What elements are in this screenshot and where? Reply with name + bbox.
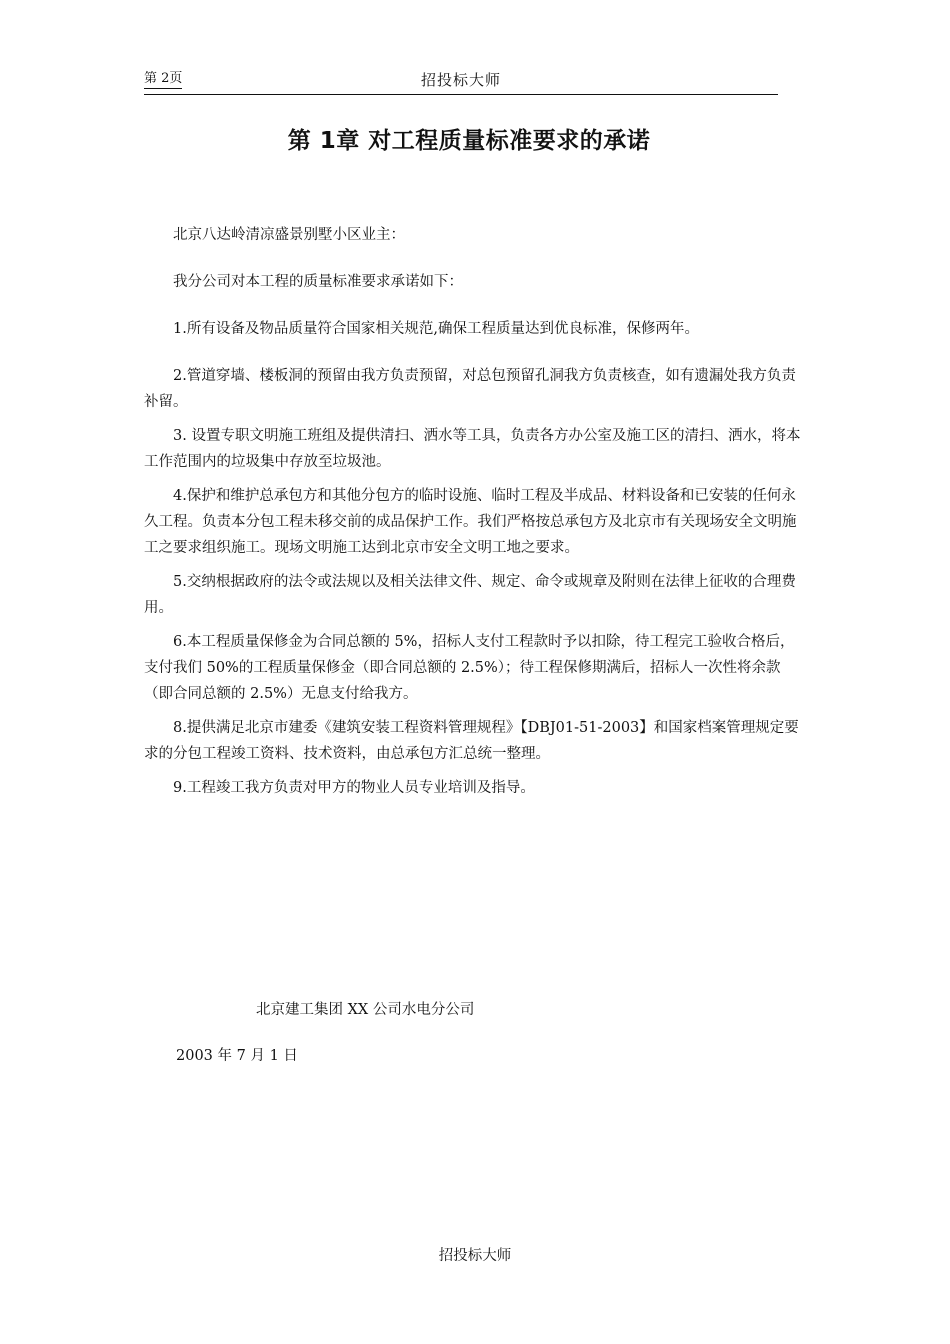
- signature-date: 2003 年 7 月 1 日: [176, 1048, 298, 1064]
- intro-paragraph: 我分公司对本工程的质量标准要求承诺如下：: [173, 274, 463, 290]
- commitment-item: 4.保护和维护总承包方和其他分包方的临时设施、临时工程及半成品、材料设备和已安装的任何永久工程。负责本分包工程未移交前的成品保护工作。我们严格按总承包方及北京市有关现场安全文明施工之要求组织施工。现场文明施工达到北京市安全文明工地之要求。: [144, 488, 797, 556]
- commitment-item: 6.本工程质量保修金为合同总额的 5%，招标人支付工程款时予以扣除，待工程完工验收合格后，支付我们 50%的工程质量保修金（即合同总额的 2.5%）；待工程保修期满后，招标人一次性将余款（即合同总额的 2.5%）无息支付给我方。: [144, 634, 795, 702]
- commitment-item: 2.管道穿墙、楼板洞的预留由我方负责预留，对总包预留孔洞我方负责核查，如有遗漏处我方负责补留。: [144, 368, 796, 410]
- signature-company: 北京建工集团 XX 公司水电分公司: [256, 1002, 475, 1018]
- commitment-item: 3. 设置专职文明施工班组及提供清扫、洒水等工具，负责各方办公室及施工区的清扫、洒水，将本工作范围内的垃圾集中存放至垃圾池。: [144, 428, 801, 470]
- page-footer: 招投标大师: [438, 1248, 512, 1264]
- commitment-item: 5.交纳根据政府的法令或法规以及相关法律文件、规定、命令或规章及附则在法律上征收的合理费用。: [144, 574, 796, 616]
- commitment-item: 8.提供满足北京市建委《建筑安装工程资料管理规程》【DBJ01-51-2003】和国家档案管理规定要求的分包工程竣工资料、技术资料，由总承包方汇总统一整理。: [144, 720, 799, 762]
- commitment-item: 1.所有设备及物品质量符合国家相关规范,确保工程质量达到优良标准，保修两年。: [173, 321, 699, 337]
- page-header: [144, 68, 778, 95]
- chapter-title: 第 1章 对工程质量标准要求的承诺: [287, 128, 651, 154]
- document-body: [144, 222, 808, 809]
- salutation: 北京八达岭清凉盛景别墅小区业主：: [173, 227, 405, 243]
- header-title: 招投标大师: [420, 71, 501, 89]
- commitment-item: 9.工程竣工我方负责对甲方的物业人员专业培训及指导。: [173, 780, 535, 796]
- page-number: 第 2页: [144, 71, 182, 89]
